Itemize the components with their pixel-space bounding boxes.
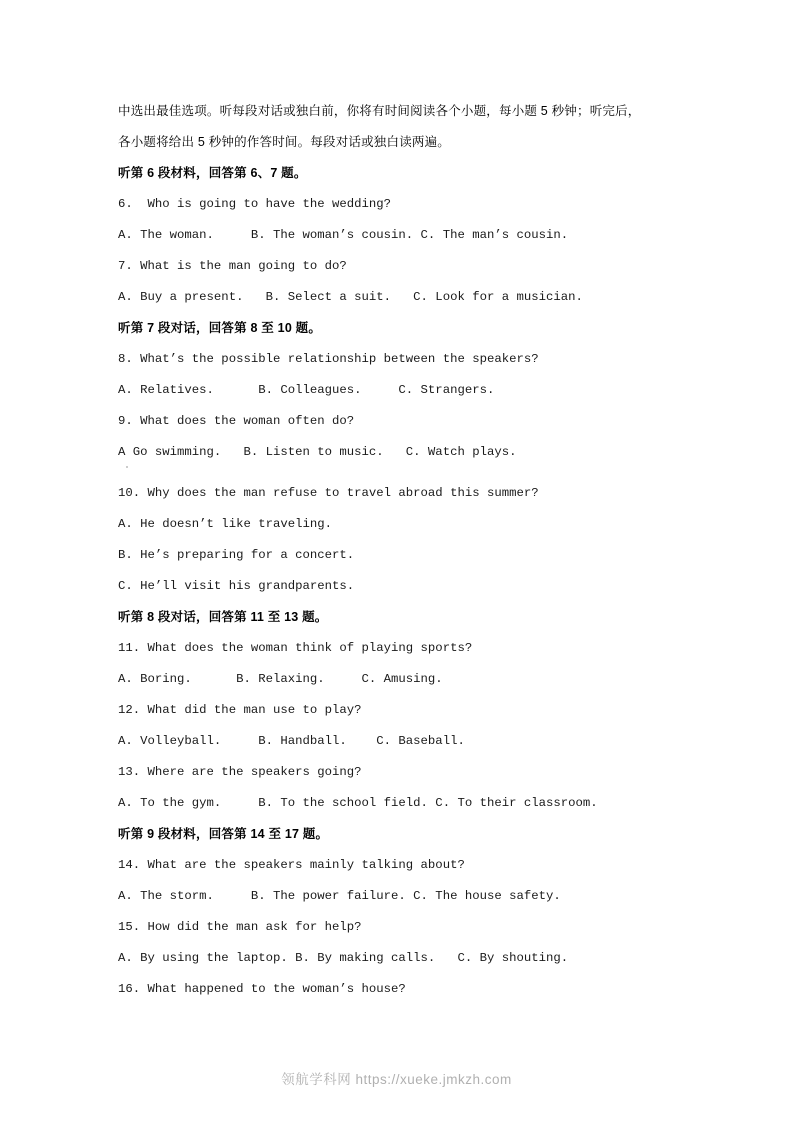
question-options: A. Relatives. B. Colleagues. C. Strangers. [118, 383, 495, 397]
question-options: A. Volleyball. B. Handball. C. Baseball. [118, 734, 465, 748]
question-options: A. To the gym. B. To the school field. C. To their classroom. [118, 796, 598, 810]
question-item: 10. Why does the man refuse to travel abroad this summer? [118, 486, 539, 500]
question-option-a: A. He doesn’t like traveling. [118, 517, 333, 531]
question-item: 14. What are the speakers mainly talking about? [118, 858, 465, 872]
intro-line-1: 中选出最佳选项。听每段对话或独白前，你将有时间阅读各个小题，每小题 5 秒钟；听完后， [118, 104, 641, 118]
watermark: 领航学科网 https://xueke.jmkzh.com [281, 1072, 512, 1087]
stray-mark [126, 466, 128, 468]
question-item: 8. What’s the possible relationship between the speakers? [118, 352, 539, 366]
question-item: 6. Who is going to have the wedding? [118, 197, 392, 211]
question-item: 11. What does the woman think of playing sports? [118, 641, 473, 655]
section-heading-8: 听第 8 段对话，回答第 11 至 13 题。 [118, 610, 328, 624]
question-option-b: B. He’s preparing for a concert. [118, 548, 355, 562]
intro-line-2: 各小题将给出 5 秒钟的作答时间。每段对话或独白读两遍。 [118, 135, 450, 149]
question-options: A Go swimming. B. Listen to music. C. Watch plays. [118, 445, 517, 459]
section-heading-6: 听第 6 段材料，回答第 6、7 题。 [118, 166, 307, 180]
question-item: 9. What does the woman often do? [118, 414, 355, 428]
question-item: 12. What did the man use to play? [118, 703, 362, 717]
question-item: 16. What happened to the woman’s house? [118, 982, 406, 996]
section-heading-9: 听第 9 段材料，回答第 14 至 17 题。 [118, 827, 329, 841]
question-options: A. By using the laptop. B. By making calls. C. By shouting. [118, 951, 569, 965]
question-options: A. The woman. B. The woman’s cousin. C. The man’s cousin. [118, 228, 569, 242]
question-options: A. Boring. B. Relaxing. C. Amusing. [118, 672, 443, 686]
question-options: A. The storm. B. The power failure. C. The house safety. [118, 889, 561, 903]
question-options: A. Buy a present. B. Select a suit. C. Look for a musician. [118, 290, 583, 304]
spacer [118, 468, 680, 478]
section-heading-7: 听第 7 段对话，回答第 8 至 10 题。 [118, 321, 322, 335]
question-item: 13. Where are the speakers going? [118, 765, 362, 779]
document-body [118, 96, 680, 1005]
question-item: 15. How did the man ask for help? [118, 920, 362, 934]
question-option-c: C. He’ll visit his grandparents. [118, 579, 355, 593]
question-item: 7. What is the man going to do? [118, 259, 347, 273]
